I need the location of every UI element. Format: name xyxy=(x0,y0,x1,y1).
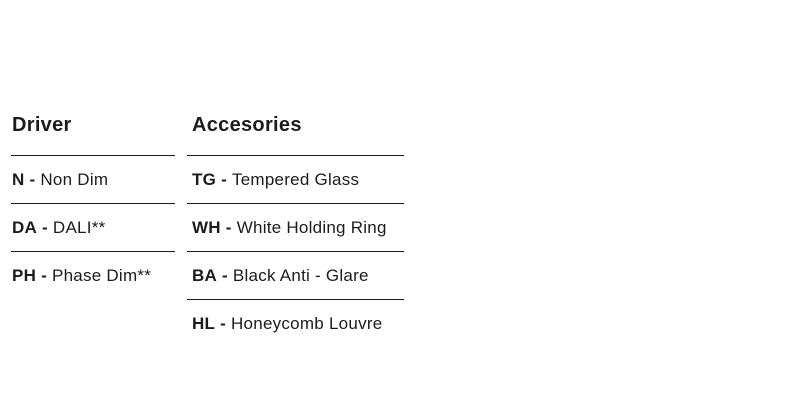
option-code: PH xyxy=(12,265,37,285)
option-label: Phase Dim** xyxy=(51,265,152,285)
code-separator: - xyxy=(37,217,53,237)
option-code: BA xyxy=(192,265,218,285)
option-code: DA xyxy=(12,217,38,237)
code-separator: - xyxy=(217,265,233,285)
option-label: DALI** xyxy=(52,217,106,237)
code-separator: - xyxy=(220,217,237,237)
legend-row-accessory-hl xyxy=(187,299,404,347)
driver-heading: Driver xyxy=(12,114,72,136)
legend-row-driver-da xyxy=(11,203,175,251)
option-code: HL xyxy=(192,313,216,333)
option-label: Non Dim xyxy=(40,169,109,189)
code-separator: - xyxy=(215,313,232,333)
option-label: White Holding Ring xyxy=(236,217,387,237)
option-label: Black Anti - Glare xyxy=(232,265,369,285)
accessories-heading: Accesories xyxy=(192,114,302,136)
option-label: Honeycomb Louvre xyxy=(231,313,383,333)
code-separator: - xyxy=(216,169,232,189)
accessories-legend xyxy=(187,114,404,347)
legend-row-accessory-ba xyxy=(187,251,404,299)
option-code: N xyxy=(12,169,25,189)
option-label: Tempered Glass xyxy=(231,169,360,189)
code-separator: - xyxy=(24,169,41,189)
legend-row-driver-n xyxy=(11,155,175,203)
legend-row-accessory-tg xyxy=(187,155,404,203)
driver-legend xyxy=(11,114,175,299)
legend-row-driver-ph xyxy=(11,251,175,299)
code-separator: - xyxy=(36,265,52,285)
legend-row-accessory-wh xyxy=(187,203,404,251)
option-code: WH xyxy=(192,217,221,237)
option-code: TG xyxy=(192,169,217,189)
